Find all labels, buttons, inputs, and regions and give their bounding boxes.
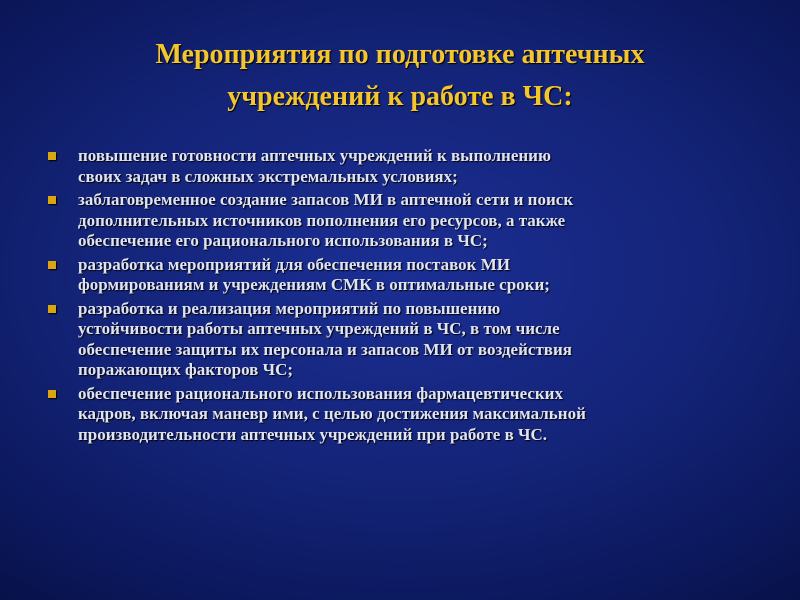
slide-title-line: учреждений к работе в ЧС: <box>227 81 573 112</box>
bullet-item <box>48 190 748 252</box>
bullet-text-line: поражающих факторов ЧС; <box>78 360 294 379</box>
bullet-item <box>48 146 748 187</box>
square-bullet-icon <box>48 261 56 269</box>
bullet-text-line: повышение готовности аптечных учреждений к выполнению <box>78 146 551 165</box>
slide-title <box>40 34 760 118</box>
square-bullet-icon <box>48 152 56 160</box>
bullet-item <box>48 299 748 381</box>
square-bullet-icon <box>48 196 56 204</box>
square-bullet-icon <box>48 390 56 398</box>
bullet-text-line: кадров, включая маневр ими, с целью достижения максимальной <box>78 404 586 423</box>
square-bullet-icon <box>48 305 56 313</box>
bullet-text-line: разработка и реализация мероприятий по повышению <box>78 298 501 318</box>
slide-title-line: Мероприятия по подготовке аптечных <box>155 39 645 70</box>
bullet-text-line: заблаговременное создание запасов МИ в аптечной сети и поиск <box>78 190 574 209</box>
bullet-item <box>48 255 748 296</box>
bullet-text-line: обеспечение защиты их персонала и запасов МИ от воздействия <box>78 339 572 359</box>
bullet-text-line: разработка мероприятий для обеспечения поставок МИ <box>78 254 510 274</box>
bullet-item <box>48 384 748 446</box>
bullet-text-line: дополнительных источников пополнения его ресурсов, а также <box>78 210 566 230</box>
bullet-list <box>48 146 748 448</box>
bullet-text-line: обеспечение его рационального использования в ЧС; <box>78 231 488 250</box>
bullet-text-line: обеспечение рационального использования фармацевтических <box>78 383 563 403</box>
bullet-text-line: своих задач в сложных экстремальных условиях; <box>78 166 458 186</box>
bullet-text-line: формированиям и учреждениям СМК в оптимальные сроки; <box>78 275 550 294</box>
bullet-text-line: производительности аптечных учреждений при работе в ЧС. <box>78 424 548 444</box>
bullet-text-line: устойчивости работы аптечных учреждений в ЧС, в том числе <box>78 319 560 338</box>
